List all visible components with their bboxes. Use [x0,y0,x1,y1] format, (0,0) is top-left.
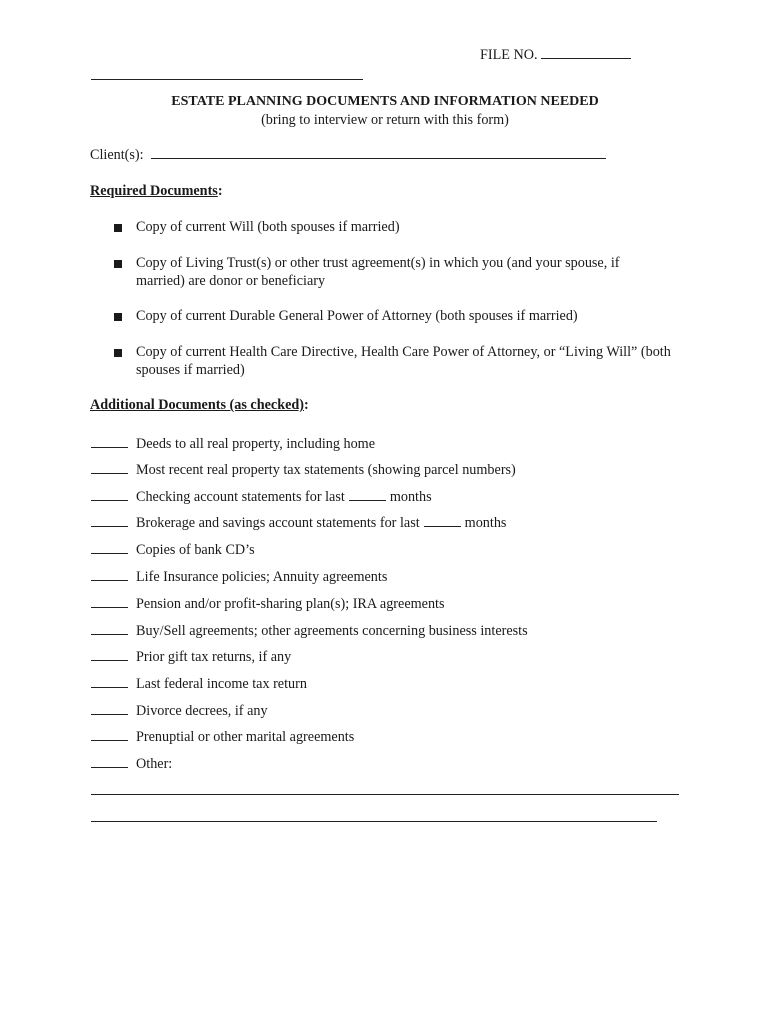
additional-heading-colon: : [304,397,309,413]
checklist-item [91,433,375,453]
check-blank[interactable] [91,512,128,527]
checklist-item-label: Checking account statements for last [136,489,345,505]
check-blank[interactable] [91,486,128,501]
required-documents-heading [90,183,223,200]
checklist-item-label: Brokerage and savings account statements for last [136,515,420,531]
required-item: Copy of current Will (both spouses if married) [136,219,400,235]
checklist-item-label: Most recent real property tax statements (showing parcel numbers) [136,462,516,478]
required-item: Copy of current Health Care Directive, Health Care Power of Attorney, or “Living Will” (both spouses if married) [136,344,671,378]
check-blank[interactable] [91,673,128,688]
required-item: Copy of Living Trust(s) or other trust agreement(s) in which you (and your spouse, if married) are donor or beneficiary [136,255,620,289]
checklist-item-label: Pension and/or profit-sharing plan(s); IRA agreements [136,596,445,612]
checklist-item [91,459,516,479]
check-blank[interactable] [91,539,128,554]
bullet-icon [114,224,122,232]
checklist-item [91,539,255,559]
client-label: Client(s): [90,147,144,163]
document-subtitle: (bring to interview or return with this form) [261,112,509,128]
checklist-item-label: Prior gift tax returns, if any [136,649,292,665]
additional-heading-text: Additional Documents (as checked) [90,397,304,413]
check-blank[interactable] [91,753,128,768]
check-blank[interactable] [91,433,128,448]
checklist-item [91,673,307,693]
check-blank[interactable] [91,726,128,741]
bullet-icon [114,349,122,357]
file-number-field [480,47,631,64]
checklist-item [91,726,354,746]
top-signature-line[interactable] [91,79,363,80]
check-blank[interactable] [91,593,128,608]
check-blank[interactable] [91,459,128,474]
bullet-icon [114,313,122,321]
months-blank[interactable] [349,488,386,501]
checklist-item [91,620,528,640]
check-blank[interactable] [91,700,128,715]
check-blank[interactable] [91,620,128,635]
client-field [90,147,606,164]
check-blank[interactable] [91,646,128,661]
other-write-in-line[interactable] [91,821,657,822]
other-write-in-line[interactable] [91,794,679,795]
check-blank[interactable] [91,566,128,581]
checklist-item [91,646,291,666]
file-number-blank[interactable] [541,58,631,59]
months-label: months [464,515,507,531]
client-blank[interactable] [151,158,606,159]
checklist-item-label: Other: [136,756,173,772]
checklist-item [91,512,506,532]
checklist-item [91,593,445,613]
checklist-item [91,566,387,586]
checklist-item-label: Last federal income tax return [136,676,307,692]
checklist-item [91,486,432,506]
months-blank[interactable] [424,514,461,527]
required-heading-text: Required Documents [90,183,218,199]
additional-documents-heading [90,397,309,414]
checklist-item-label: Deeds to all real property, including home [136,436,376,452]
checklist-item [91,753,172,773]
required-item: Copy of current Durable General Power of Attorney (both spouses if married) [136,308,578,324]
months-label: months [389,489,432,505]
bullet-icon [114,260,122,268]
checklist-item-label: Divorce decrees, if any [136,703,268,719]
checklist-item-label: Life Insurance policies; Annuity agreements [136,569,388,585]
required-heading-colon: : [217,183,223,199]
checklist-item-label: Buy/Sell agreements; other agreements concerning business interests [136,623,528,639]
checklist-item-label: Prenuptial or other marital agreements [136,729,355,745]
checklist-item [91,700,268,720]
document-title: ESTATE PLANNING DOCUMENTS AND INFORMATION NEEDED [171,94,599,109]
file-number-label: FILE NO. [480,47,538,63]
checklist-item-label: Copies of bank CD’s [136,542,255,558]
